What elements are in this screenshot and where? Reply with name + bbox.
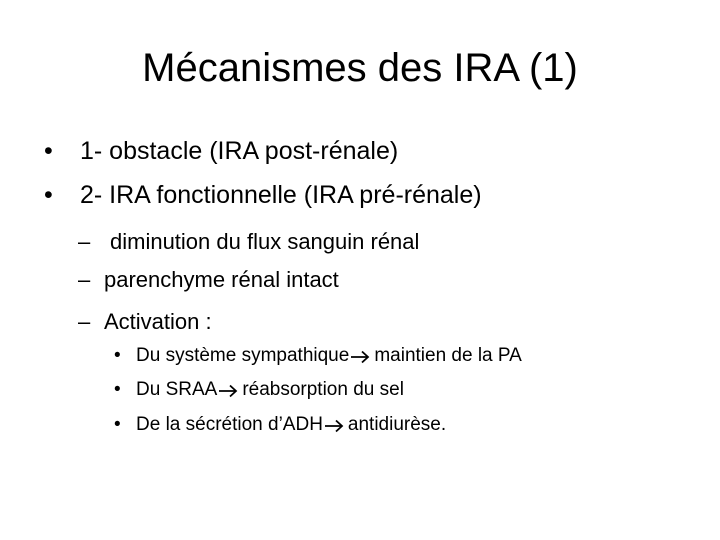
slide-title: Mécanismes des IRA (1)	[142, 46, 578, 90]
sub-sub-bullet-item	[114, 378, 404, 402]
sub-sub-bullet-text-end: réabsorption du sel	[242, 379, 404, 400]
sub-bullet-text: Activation :	[104, 309, 212, 334]
sub-sub-bullet-text-end: maintien de la PA	[374, 345, 522, 366]
right-arrow-icon	[324, 419, 344, 433]
sub-sub-bullet-text-start: Du système sympathique	[136, 345, 350, 366]
dash-marker: –	[78, 267, 91, 292]
bullet-text: 2- IRA fonctionnelle (IRA pré-rénale)	[80, 181, 482, 209]
sub-sub-bullet-item	[114, 344, 522, 368]
sub-bullet-item	[78, 228, 419, 256]
bullet-marker: •	[44, 181, 53, 209]
bullet-text: 1- obstacle (IRA post-rénale)	[80, 137, 399, 165]
bullet-marker: •	[114, 345, 121, 366]
dash-marker: –	[78, 229, 91, 254]
right-arrow-icon	[218, 384, 238, 398]
bullet-item	[44, 136, 398, 166]
sub-bullet-item	[78, 266, 339, 294]
sub-sub-bullet-text-start: Du SRAA	[136, 379, 218, 400]
sub-bullet-text: diminution du flux sanguin rénal	[110, 229, 420, 254]
sub-bullet-item	[78, 308, 212, 336]
sub-bullet-text: parenchyme rénal intact	[104, 267, 339, 292]
bullet-marker: •	[114, 379, 121, 400]
dash-marker: –	[78, 309, 91, 334]
sub-sub-bullet-text-start: De la sécrétion d’ADH	[136, 414, 323, 435]
sub-sub-bullet-text-end: antidiurèse.	[347, 414, 447, 435]
bullet-item	[44, 180, 482, 210]
right-arrow-icon	[350, 350, 370, 364]
sub-sub-bullet-item	[114, 413, 446, 437]
bullet-marker: •	[114, 414, 121, 435]
bullet-marker: •	[44, 137, 53, 165]
